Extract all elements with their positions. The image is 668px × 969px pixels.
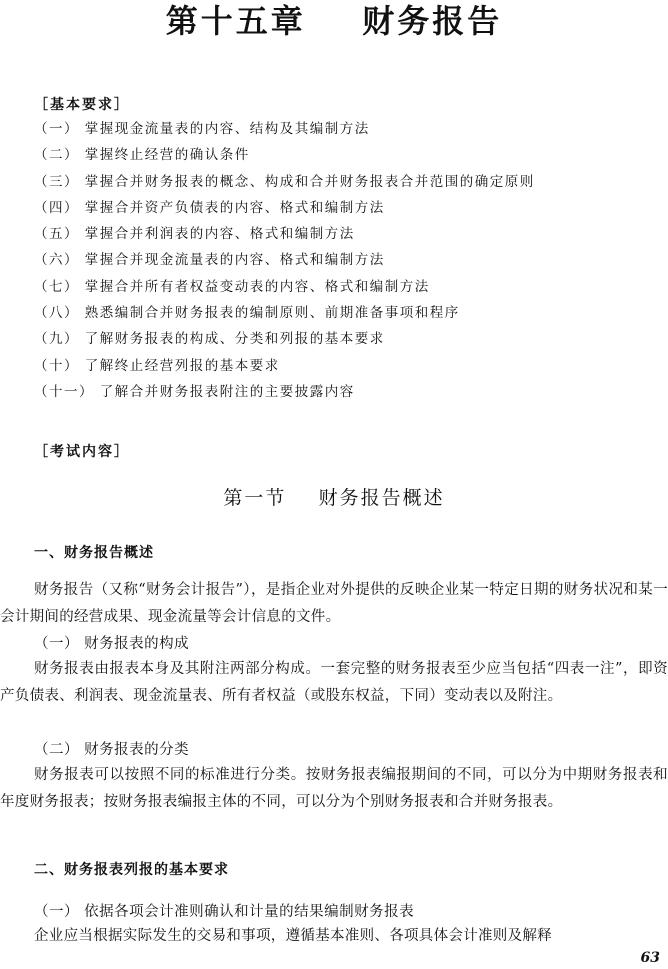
section-title: 第一节 财务报告概述 — [223, 487, 445, 509]
part1-intro-paragraph: 财务报告（又称“财务会计报告”），是指企业对外提供的反映企业某一特定日期的财务状况和某一会计期间的经营成果、现金流量等会计信息的文件。 — [0, 582, 668, 625]
page-number: 63 — [640, 950, 660, 966]
part1-subheading-composition: （一） 财务报表的构成 — [34, 636, 190, 652]
requirements-list — [34, 116, 535, 405]
requirement-item: （三） 掌握合并财务报表的概念、构成和合并财务报表合并范围的确定原则 — [34, 173, 535, 190]
part2-heading: 二、财务报表列报的基本要求 — [34, 862, 229, 878]
exam-content-heading: ［考试内容］ — [34, 444, 130, 460]
requirement-item: （十） 了解终止经营列报的基本要求 — [34, 357, 280, 374]
requirement-item: （七） 掌握合并所有者权益变动表的内容、格式和编制方法 — [34, 278, 430, 295]
part1-composition-paragraph: 财务报表由报表本身及其附注两部分构成。一套完整的财务报表至少应当包括“四表一注”，即资产负债表、利润表、现金流量表、所有者权益（或股东权益，下同）变动表以及附注。 — [0, 661, 668, 704]
requirement-item: （五） 掌握合并利润表的内容、格式和编制方法 — [34, 226, 355, 243]
requirement-item: （一） 掌握现金流量表的内容、结构及其编制方法 — [34, 121, 370, 137]
requirement-item: （六） 掌握合并现金流量表的内容、格式和编制方法 — [34, 252, 385, 269]
requirement-item: （八） 熟悉编制合并财务报表的编制原则、前期准备事项和程序 — [34, 305, 460, 322]
requirement-item: （十一） 了解合并财务报表附注的主要披露内容 — [34, 383, 355, 400]
part1-subheading-classification: （二） 财务报表的分类 — [34, 742, 190, 758]
requirements-heading: ［基本要求］ — [34, 97, 130, 113]
requirement-item: （二） 掌握终止经营的确认条件 — [34, 147, 250, 164]
part1-heading: 一、财务报告概述 — [34, 545, 154, 561]
chapter-title: 第十五章 财务报告 — [165, 2, 503, 40]
part2-subheading-basis: （一） 依据各项会计准则确认和计量的结果编制财务报表 — [34, 904, 415, 920]
part2-basis-paragraph: 企业应当根据实际发生的交易和事项，遵循基本准则、各项具体会计准则及解释 — [34, 928, 552, 944]
requirement-item: （四） 掌握合并资产负债表的内容、格式和编制方法 — [34, 199, 385, 216]
part1-classification-paragraph: 财务报表可以按照不同的标准进行分类。按财务报表编报期间的不同，可以分为中期财务报表和年度财务报表；按财务报表编报主体的不同，可以分为个别财务报表和合并财务报表。 — [0, 767, 668, 810]
requirement-item: （九） 了解财务报表的构成、分类和列报的基本要求 — [34, 331, 385, 348]
